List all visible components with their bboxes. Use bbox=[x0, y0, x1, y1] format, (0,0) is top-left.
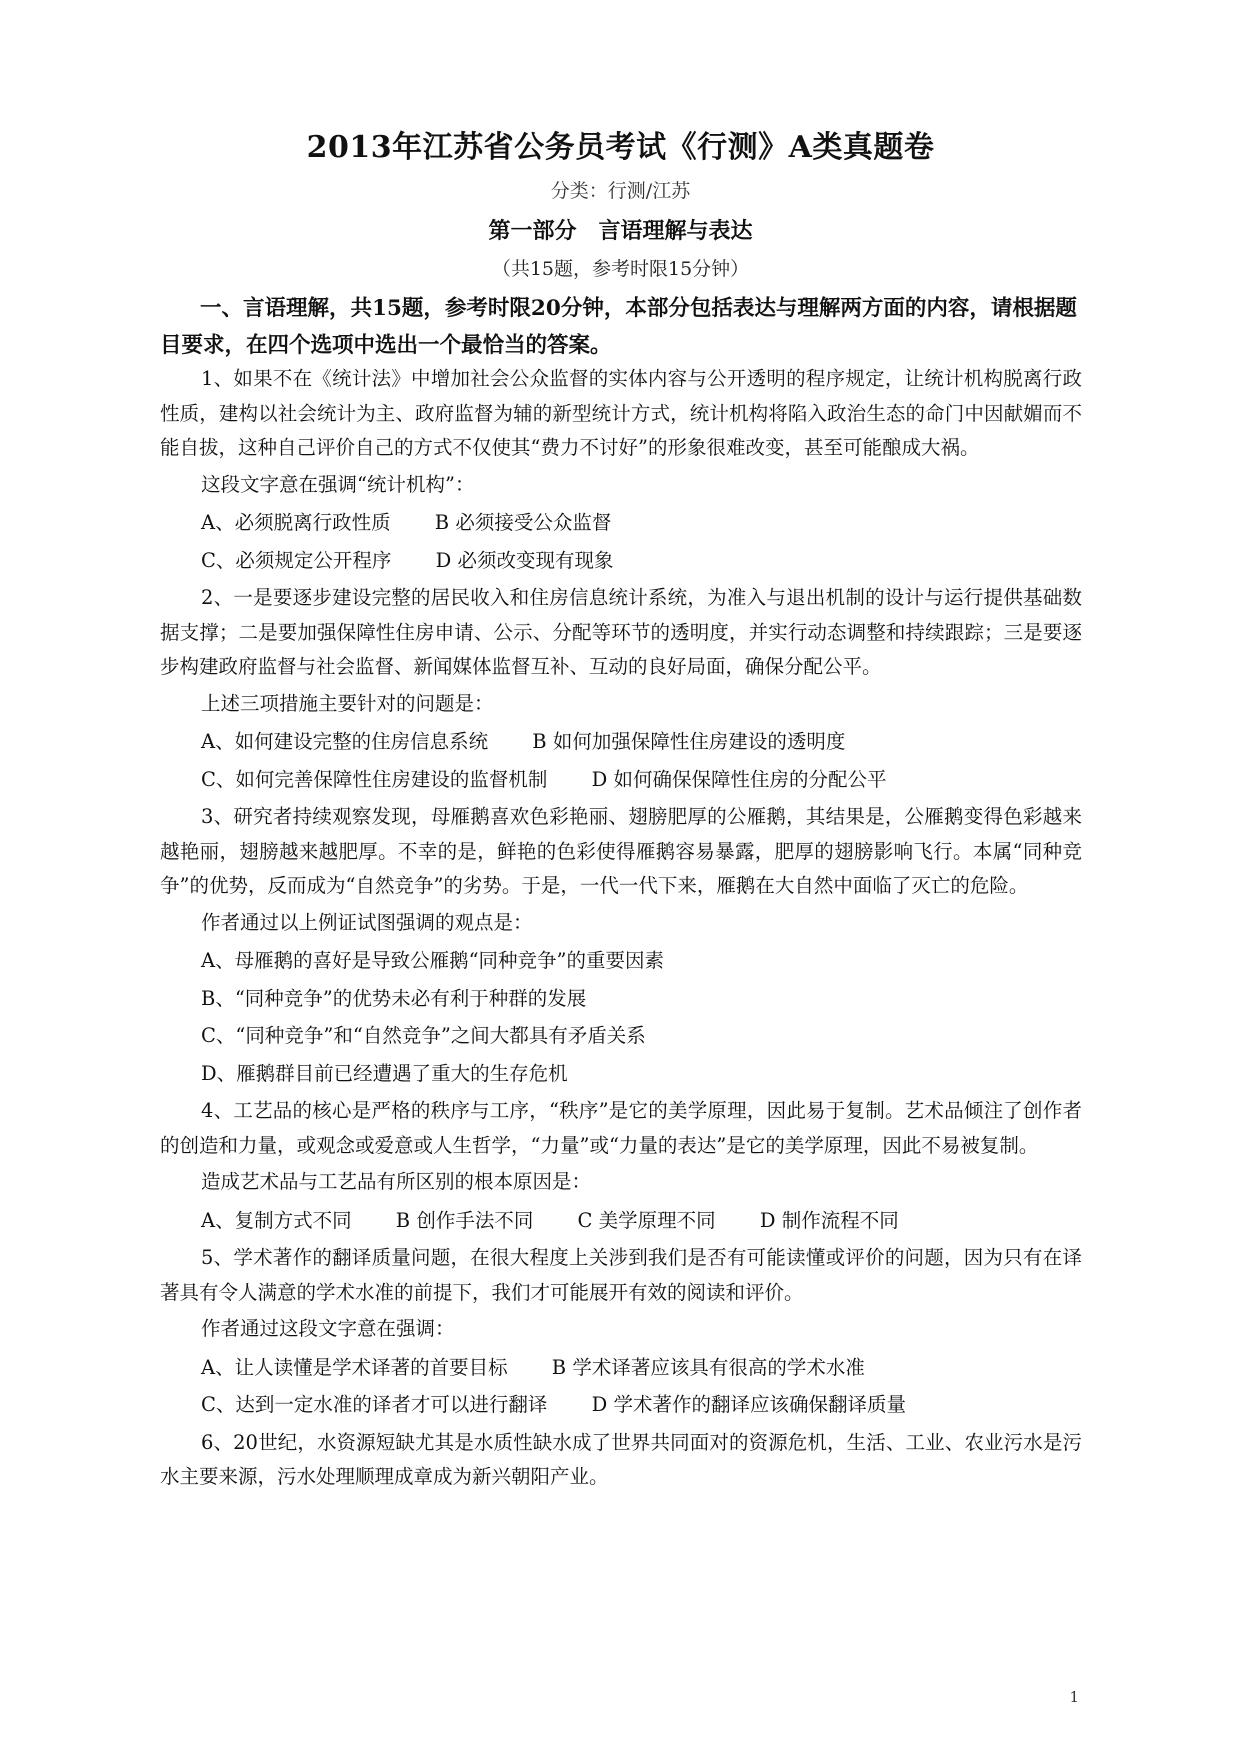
option-a: A、让人读懂是学术译著的首要目标 bbox=[201, 1355, 508, 1379]
document-title: 2013年江苏省公务员考试《行测》A类真题卷 bbox=[306, 130, 935, 165]
question-6 bbox=[160, 1426, 1082, 1495]
question-passage: 1、如果不在《统计法》中增加社会公众监督的实体内容与公开透明的程序规定，让统计机构脱离行政性质，建构以社会统计为主、政府监督为辅的新型统计方式，统计机构将陷入政治生态的命门中因献媚而不能自拔，这种自己评价自己的方式不仅使其“费力不讨好”的形象很难改变，甚至可能酿成大祸。 bbox=[160, 367, 1082, 459]
option-b: B、“同种竞争”的优势未必有利于种群的发展 bbox=[201, 986, 587, 1010]
question-stem: 作者通过这段文字意在强调： bbox=[201, 1317, 455, 1340]
question-passage: 2、一是要逐步建设完整的居民收入和住房信息统计系统，为准入与退出机制的设计与运行提供基础数据支撑；二是要加强保障性住房申请、公示、分配等环节的透明度，并实行动态调整和持续跟踪；三是要逐步构建政府监督与社会监督、新闻媒体监督互补、互动的良好局面，确保分配公平。 bbox=[160, 586, 1082, 678]
option-c: C、“同种竞争”和“自然竞争”之间大都具有矛盾关系 bbox=[201, 1024, 646, 1047]
question-stem: 这段文字意在强调“统计机构”： bbox=[201, 472, 475, 496]
question-1 bbox=[160, 362, 1082, 578]
part-title: 第一部分 言语理解与表达 bbox=[488, 218, 753, 244]
option-row bbox=[160, 1388, 1082, 1423]
question-passage: 4、工艺品的核心是严格的秩序与工序，“秩序”是它的美学原理，因此易于复制。艺术品倾注了创作者的创造和力量，或观念或爱意或人生哲学，“力量”或“力量的表达”是它的美学原理，因此不易被复制。 bbox=[160, 1099, 1082, 1157]
question-stem: 作者通过以上例证试图强调的观点是： bbox=[201, 910, 533, 934]
option-a: A、必须脱离行政性质 bbox=[201, 511, 391, 534]
question-passage: 5、学术著作的翻译质量问题，在很大程度上关涉到我们是否有可能读懂或评价的问题，因为只有在译著具有令人满意的学术水准的前提下，我们才可能展开有效的阅读和评价。 bbox=[160, 1246, 1082, 1304]
option-a: A、母雁鹅的喜好是导致公雁鹅“同种竞争”的重要因素 bbox=[201, 949, 665, 972]
question-stem: 造成艺术品与工艺品有所区别的根本原因是： bbox=[201, 1170, 592, 1193]
question-passage: 3、研究者持续观察发现，母雁鹅喜欢色彩艳丽、翅膀肥厚的公雁鹅，其结果是，公雁鹅变得色彩越来越艳丽，翅膀越来越肥厚。不幸的是，鲜艳的色彩使得雁鹅容易暴露，肥厚的翅膀影响飞行。本属“同种竞争”的优势，反而成为“自然竞争”的劣势。于是，一代一代下来，雁鹅在大自然中面临了灭亡的危险。 bbox=[160, 805, 1082, 897]
category-label: 分类：行测/江苏 bbox=[550, 180, 691, 202]
option-row bbox=[160, 506, 1082, 541]
option-row bbox=[160, 763, 1082, 798]
option-c: C、如何完善保障性住房建设的监督机制 bbox=[201, 767, 548, 791]
option-b: B 如何加强保障性住房建设的透明度 bbox=[532, 730, 846, 753]
option-row bbox=[160, 544, 1082, 579]
option-d: D 如何确保保障性住房的分配公平 bbox=[591, 767, 887, 791]
option-d: D 必须改变现有现象 bbox=[435, 548, 614, 572]
question-5 bbox=[160, 1241, 1082, 1423]
option-row bbox=[160, 1204, 1082, 1239]
section-instruction: 一、言语理解，共15题，参考时限20分钟，本部分包括表达与理解两方面的内容，请根据题目要求，在四个选项中选出一个最恰当的答案。 bbox=[160, 296, 1077, 358]
question-2 bbox=[160, 581, 1082, 797]
option-c: C 美学原理不同 bbox=[577, 1208, 716, 1232]
option-b: B 必须接受公众监督 bbox=[434, 511, 612, 534]
option-c: C、达到一定水准的译者才可以进行翻译 bbox=[201, 1393, 548, 1416]
question-list bbox=[160, 362, 1082, 1497]
option-b: B 学术译著应该具有很高的学术水准 bbox=[551, 1355, 865, 1379]
option-d: D 制作流程不同 bbox=[759, 1208, 899, 1232]
question-3 bbox=[160, 800, 1082, 1091]
option-a: A、如何建设完整的住房信息系统 bbox=[201, 730, 489, 753]
option-c: C、必须规定公开程序 bbox=[201, 548, 392, 572]
option-d: D、雁鹅群目前已经遭遇了重大的生存危机 bbox=[201, 1061, 568, 1085]
option-b: B 创作手法不同 bbox=[395, 1208, 534, 1232]
part-subtitle: （共15题，参考时限15分钟） bbox=[491, 258, 750, 280]
question-4 bbox=[160, 1094, 1082, 1238]
option-row bbox=[160, 1351, 1082, 1386]
question-passage: 6、20世纪，水资源短缺尤其是水质性缺水成了世界共同面对的资源危机，生活、工业、农业污水是污水主要来源，污水处理顺理成章成为新兴朝阳产业。 bbox=[160, 1430, 1082, 1488]
option-row bbox=[160, 725, 1082, 760]
question-stem: 上述三项措施主要针对的问题是： bbox=[201, 691, 494, 715]
option-a: A、复制方式不同 bbox=[201, 1208, 352, 1232]
page-number: 1 bbox=[1069, 1688, 1079, 1706]
option-d: D 学术著作的翻译应该确保翻译质量 bbox=[591, 1393, 906, 1416]
